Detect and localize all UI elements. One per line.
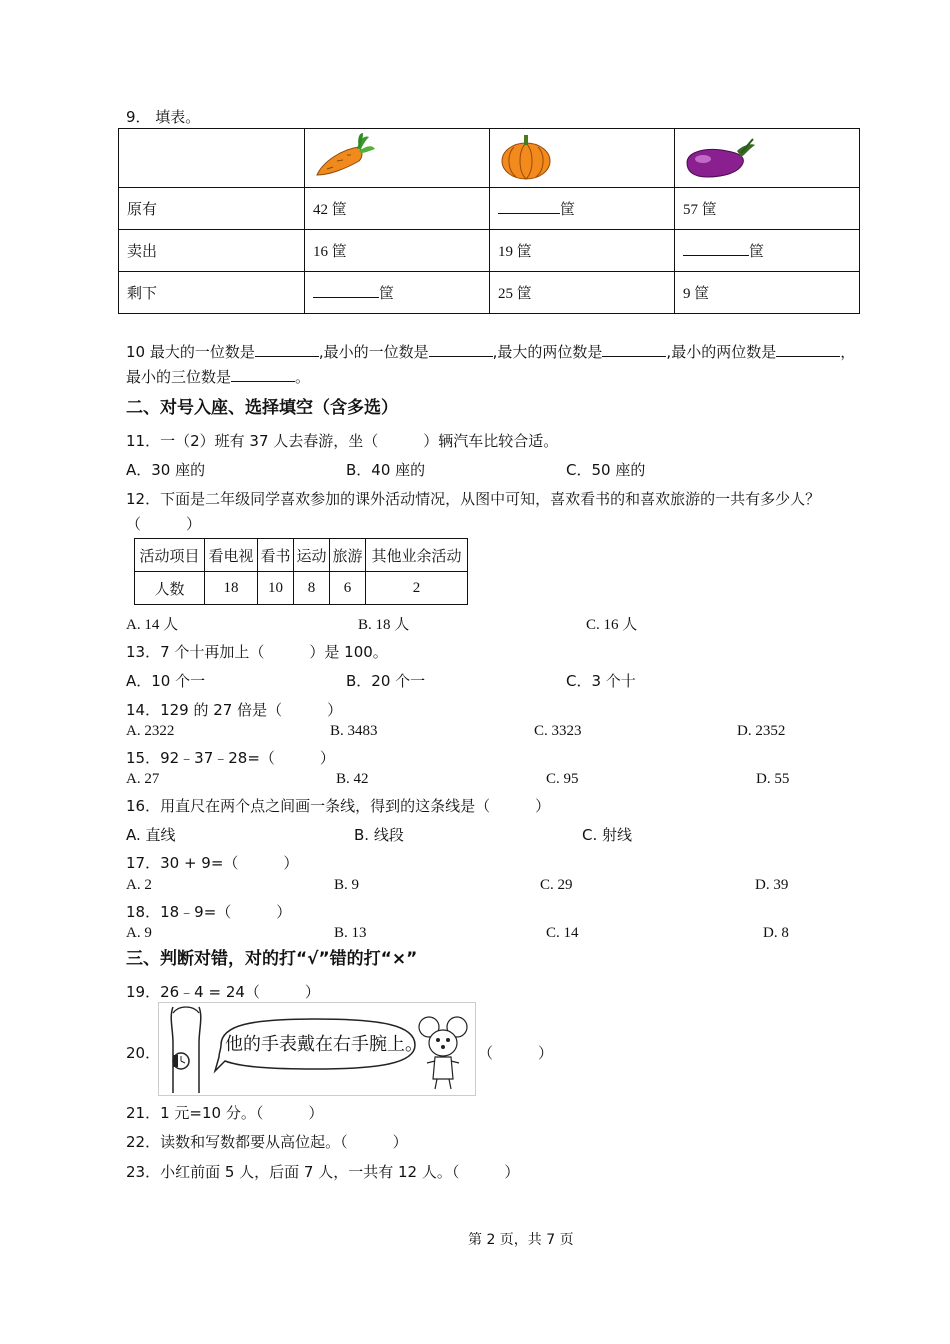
q18-option-b: B. 13 — [334, 925, 367, 941]
q9-cell: 19 筐 — [490, 230, 675, 272]
q12-header: 运动 — [294, 539, 330, 572]
q9-cell: 57 筐 — [675, 188, 860, 230]
q9-row-label: 剩下 — [119, 272, 305, 314]
q12-table — [134, 538, 468, 605]
q9-cell: 42 筐 — [305, 188, 490, 230]
q13-option-c: C．3 个十 — [566, 672, 636, 690]
q9-header-empty — [119, 129, 305, 188]
q13-option-b: B．20 个一 — [346, 672, 426, 690]
section-3-heading: 三、判断对错，对的打“√”错的打“×” — [126, 949, 418, 969]
mouse-character-icon — [417, 1013, 469, 1091]
q9-row-label: 原有 — [119, 188, 305, 230]
q9-header-carrot — [305, 129, 490, 188]
q9-cell-blank: 筐 — [675, 230, 860, 272]
q12-header: 看书 — [258, 539, 294, 572]
page-footer: 第 2 页，共 7 页 — [468, 1232, 574, 1248]
q19-text: 19．26﹣4 = 24（ ） — [126, 983, 320, 1001]
q14-option-a: A. 2322 — [126, 723, 175, 739]
q15-option-a: A. 27 — [126, 771, 160, 787]
q16-option-c: C. 射线 — [582, 826, 633, 844]
q12-cell: 2 — [366, 572, 468, 605]
q9-header-eggplant — [675, 129, 860, 188]
q14-option-b: B. 3483 — [330, 723, 378, 739]
q9-title: 9． 填表。 — [126, 108, 201, 126]
q12-header: 旅游 — [330, 539, 366, 572]
q17-option-c: C. 29 — [540, 877, 573, 893]
q18-option-a: A. 9 — [126, 925, 152, 941]
q18-text: 18．18﹣9=（ ） — [126, 903, 292, 921]
q12-row-label: 人数 — [135, 572, 205, 605]
q14-text: 14．129 的 27 倍是（ ） — [126, 701, 343, 719]
q14-option-d: D. 2352 — [737, 723, 786, 739]
q12-header: 其他业余活动 — [366, 539, 468, 572]
q9-cell: 25 筐 — [490, 272, 675, 314]
q10-line2: 最小的三位数是 。 — [126, 368, 311, 386]
q18-option-c: C. 14 — [546, 925, 579, 941]
q16-option-a: A. 直线 — [126, 826, 176, 844]
q16-text: 16．用直尺在两个点之间画一条线，得到的这条线是（ ） — [126, 797, 551, 815]
q10-line1: 10 最大的一位数是 ,最小的一位数是 ,最大的两位数是 ,最小的两位数是 ， — [126, 343, 856, 361]
q9-table — [118, 128, 860, 314]
q13-text: 13．7 个十再加上（ ）是 100。 — [126, 643, 388, 661]
q12-option-a: A. 14 人 — [126, 617, 179, 633]
q12-header: 看电视 — [205, 539, 258, 572]
q17-option-d: D. 39 — [755, 877, 789, 893]
q21-text: 21．1 元=10 分。（ ） — [126, 1104, 324, 1122]
q14-option-c: C. 3323 — [534, 723, 582, 739]
q12-cell: 18 — [205, 572, 258, 605]
q20-number: 20． — [126, 1044, 161, 1062]
q17-text: 17．30 + 9=（ ） — [126, 854, 299, 872]
q15-text: 15．92﹣37﹣28=（ ） — [126, 749, 335, 767]
q13-option-a: A．10 个一 — [126, 672, 206, 690]
q12-cell: 8 — [294, 572, 330, 605]
q23-text: 23．小红前面 5 人，后面 7 人，一共有 12 人。（ ） — [126, 1163, 520, 1181]
q9-cell: 9 筐 — [675, 272, 860, 314]
q11-option-b: B．40 座的 — [346, 461, 426, 479]
q9-header-pumpkin — [490, 129, 675, 188]
section-2-heading: 二、对号入座、选择填空（含多选） — [126, 398, 398, 418]
q15-option-b: B. 42 — [336, 771, 369, 787]
q20-illustration — [158, 1002, 476, 1096]
q17-option-a: A. 2 — [126, 877, 152, 893]
q20-bubble-text: 他的手表戴在右手腕上。 — [225, 1034, 423, 1055]
q12-cell: 10 — [258, 572, 294, 605]
q11-option-c: C．50 座的 — [566, 461, 646, 479]
q17-option-b: B. 9 — [334, 877, 360, 893]
q12-option-c: C. 16 人 — [586, 617, 638, 633]
q12-option-b: B. 18 人 — [358, 617, 410, 633]
q12-text: 12．下面是二年级同学喜欢参加的课外活动情况，从图中可知，喜欢看书的和喜欢旅游的一共有多少人？ — [126, 490, 821, 508]
q12-cell: 6 — [330, 572, 366, 605]
q22-text: 22．读数和写数都要从高位起。（ ） — [126, 1133, 408, 1151]
carrot-icon — [313, 131, 377, 181]
q18-option-d: D. 8 — [763, 925, 789, 941]
q11-option-a: A．30 座的 — [126, 461, 206, 479]
eggplant-icon — [683, 131, 759, 181]
q15-option-d: D. 55 — [756, 771, 790, 787]
q12-paren: （ ） — [126, 515, 202, 533]
q15-option-c: C. 95 — [546, 771, 579, 787]
q11-text: 11．一（2）班有 37 人去春游，坐（ ）辆汽车比较合适。 — [126, 432, 559, 450]
q9-cell-blank: 筐 — [490, 188, 675, 230]
q12-header: 活动项目 — [135, 539, 205, 572]
q9-cell: 16 筐 — [305, 230, 490, 272]
q9-row-label: 卖出 — [119, 230, 305, 272]
q16-option-b: B. 线段 — [354, 826, 404, 844]
pumpkin-icon — [498, 131, 554, 181]
q9-cell-blank: 筐 — [305, 272, 490, 314]
q20-paren: （ ） — [478, 1044, 554, 1062]
